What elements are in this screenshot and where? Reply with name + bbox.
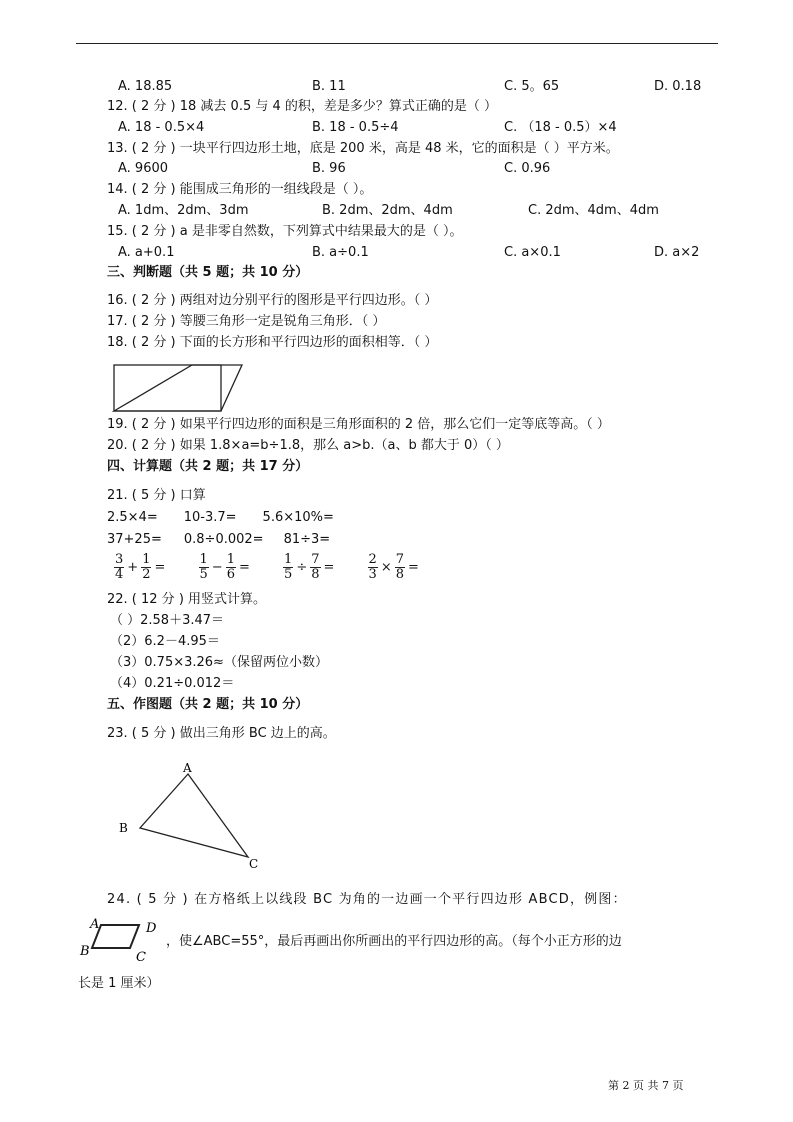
q12-option-b: B. 18 - 0.5÷4 [312, 120, 399, 135]
q24-stem-line2: ，使∠ABC=55°，最后再画出你所画出的平行四边形的高。（每个小正方形的边 [166, 934, 622, 949]
calc-item: 5.6×10%= [262, 510, 334, 525]
q15-option-c: C. a×0.1 [504, 245, 561, 260]
q15-option-b: B. a÷0.1 [312, 245, 369, 260]
q13-option-b: B. 96 [312, 161, 346, 176]
triangle-abc-figure [110, 760, 270, 872]
q22-item-2: （2）6.2－4.95＝ [110, 634, 220, 649]
q12-option-a: A. 18 - 0.5×4 [118, 120, 205, 135]
q13-option-a: A. 9600 [118, 161, 169, 176]
q21-stem: 21. ( 5 分 ) 口算 [107, 488, 206, 503]
parallelogram-example-figure [76, 915, 166, 963]
calc-item: 10-3.7= [183, 510, 237, 525]
section-heading-drawing: 五、作图题（共 2 题；共 10 分） [107, 697, 309, 712]
q11-option-b: B. 11 [312, 79, 346, 94]
q21-row1 [107, 509, 334, 527]
q22-item-3: （3）0.75×3.26≈（保留两位小数） [110, 655, 328, 670]
q13-stem: 13. ( 2 分 ) 一块平行四边形土地，底是 200 米，高是 48 米，它的面积是（ ）平方米。 [107, 141, 619, 156]
fraction-expression: $\frac{3}{4}$ + $\frac{1}{2}$ = [115, 552, 166, 582]
rectangle-parallelogram-figure [112, 362, 246, 414]
svg-text:A: A [90, 917, 100, 932]
q16-stem: 16. ( 2 分 ) 两组对边分别平行的图形是平行四边形。（ ） [107, 293, 438, 308]
q14-option-b: B. 2dm、2dm、4dm [322, 203, 453, 218]
q22-stem: 22. ( 12 分 ) 用竖式计算。 [107, 592, 267, 607]
svg-text:C: C [249, 857, 259, 871]
calc-item: 0.8÷0.002= [183, 532, 264, 547]
svg-text:B: B [119, 821, 128, 835]
calc-item: 37+25= [107, 532, 162, 547]
fraction-expression: $\frac{2}{3}$ × $\frac{7}{8}$ = [368, 552, 419, 582]
q18-stem: 18. ( 2 分 ) 下面的长方形和平行四边形的面积相等．（ ） [107, 335, 438, 350]
q14-stem: 14. ( 2 分 ) 能围成三角形的一组线段是（ ）。 [107, 182, 373, 197]
fraction-expression: $\frac{1}{5}$ ÷ $\frac{7}{8}$ = [284, 552, 335, 582]
q13-option-c: C. 0.96 [504, 161, 551, 176]
header-rule [76, 43, 718, 44]
q20-stem: 20. ( 2 分 ) 如果 1.8×a=b÷1.8，那么 a>b.（a、b 都大于 0）（ ） [107, 438, 509, 453]
q17-stem: 17. ( 2 分 ) 等腰三角形一定是锐角三角形．（ ） [107, 314, 386, 329]
q12-option-c: C. （18 - 0.5）×4 [504, 120, 617, 135]
q23-stem: 23. ( 5 分 ) 做出三角形 BC 边上的高。 [107, 726, 336, 741]
q15-stem: 15. ( 2 分 ) a 是非零自然数，下列算式中结果最大的是（ ）。 [107, 224, 463, 239]
q14-option-c: C. 2dm、4dm、4dm [528, 203, 659, 218]
q11-option-d: D. 0.18 [654, 79, 702, 94]
q14-option-a: A. 1dm、2dm、3dm [118, 203, 249, 218]
q24-stem-line1: 24. ( 5 分 ) 在方格纸上以线段 BC 为角的一边画一个平行四边形 ABCD，例图： [107, 892, 627, 907]
q21-row2 [107, 531, 330, 549]
q22-item-1: （ ）2.58＋3.47＝ [110, 613, 225, 628]
page-number-footer: 第 2 页 共 7 页 [608, 1079, 684, 1092]
svg-text:D: D [146, 921, 157, 936]
q11-option-c: C. 5。65 [504, 79, 560, 94]
calc-item: 2.5×4= [107, 510, 158, 525]
q12-stem: 12. ( 2 分 ) 18 减去 0.5 与 4 的积，差是多少？算式正确的是（ ） [107, 99, 498, 114]
q11-option-a: A. 18.85 [118, 79, 173, 94]
svg-text:C: C [136, 950, 146, 963]
fraction-expression: $\frac{1}{5}$ − $\frac{1}{6}$ = [199, 552, 250, 582]
q19-stem: 19. ( 2 分 ) 如果平行四边形的面积是三角形面积的 2 倍，那么它们一定等底等高。（ ） [107, 417, 610, 432]
q15-option-d: D. a×2 [654, 245, 700, 260]
svg-text:B: B [80, 944, 90, 959]
calc-item: 81÷3= [283, 532, 331, 547]
q15-option-a: A. a+0.1 [118, 245, 175, 260]
q24-stem-line3: 长是 1 厘米） [78, 976, 160, 991]
section-heading-calculation: 四、计算题（共 2 题；共 17 分） [107, 459, 309, 474]
section-heading-judgement: 三、判断题（共 5 题；共 10 分） [107, 265, 309, 280]
svg-text:A: A [183, 761, 192, 775]
q22-item-4: （4）0.21÷0.012＝ [110, 676, 235, 691]
q21-fraction-row [114, 553, 448, 583]
